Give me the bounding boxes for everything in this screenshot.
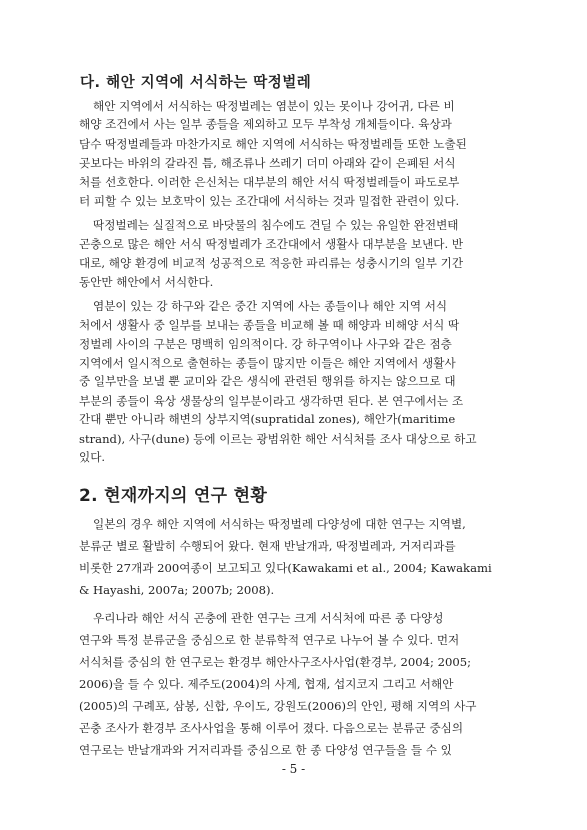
text-line: strand), 사구(dune) 등에 이르는 광범위한 해안 서식처를 조사 대상으로 하고 — [79, 432, 477, 446]
text-line: 연구와 특정 분류군을 중심으로 한 분류학적 연구로 나누어 볼 수 있다. 먼저 — [79, 633, 460, 647]
page-number: - 5 - — [281, 762, 306, 776]
text-line: 해안 지역에서 서식하는 딱정벌레는 염분이 있는 못이나 강어귀, 다른 비 — [93, 99, 455, 113]
text-line: 터 피할 수 있는 보호막이 있는 조간대에 서식하는 것과 밀접한 관련이 있다. — [79, 194, 460, 208]
text-line: 대로, 해양 환경에 비교적 성공적으로 적응한 파리류는 성충시기의 일부 기간 — [79, 256, 464, 270]
section-heading: 다. 해안 지역에 서식하는 딱정벌레 — [80, 75, 312, 91]
text-line: 비롯한 27개과 200여종이 보고되고 있다(Kawakami et al., 2004; Kawakami — [79, 561, 492, 575]
text-line: 2006)을 들 수 있다. 제주도(2004)의 사계, 협재, 섭지코지 그리고 서해안 — [79, 677, 454, 691]
text-line: 곤충으로 많은 해안 서식 딱정벌레가 조간대에서 생활사 대부분을 보낸다. 반 — [79, 237, 464, 251]
text-line: (2005)의 구례포, 삼봉, 신합, 우이도, 강원도(2006)의 안인, 평해 지역의 사구 — [79, 699, 477, 713]
text-line: 있다. — [79, 450, 106, 464]
text-line: & Hayashi, 2007a; 2007b; 2008). — [79, 583, 275, 597]
text-line: 처를 선호한다. 이러한 은신처는 대부분의 해안 서식 딱정벌레들이 파도로부 — [79, 175, 460, 189]
text-line: 동안만 해안에서 서식한다. — [79, 275, 214, 289]
text-line: 정벌레 사이의 구분은 명백히 임의적이다. 강 하구역이나 사구와 같은 점층 — [79, 337, 452, 351]
text-line: 곳보다는 바위의 갈라진 틈, 해조류나 쓰레기 더미 아래와 같이 은폐된 서식 — [79, 156, 456, 170]
text-line: 중 일부만을 보낼 뿐 교미와 같은 생식에 관련된 행위를 하지는 않으므로 대 — [79, 374, 456, 388]
text-line: 우리나라 해안 서식 곤충에 관한 연구는 크게 서식처에 따른 종 다양성 — [93, 611, 444, 625]
text-line: 연구로는 반날개과와 거저리과를 중심으로 한 종 다양성 연구들을 들 수 있 — [79, 743, 452, 757]
text-line: 일본의 경우 해안 지역에 서식하는 딱정벌레 다양성에 대한 연구는 지역별, — [93, 517, 466, 531]
text-line: 분류군 별로 활발히 수행되어 왔다. 현재 반날개과, 딱정벌레과, 거저리과를 — [79, 539, 456, 553]
text-line: 간대 뿐만 아니라 해변의 상부지역(supratidal zones), 해안가(maritime — [79, 412, 456, 426]
text-line: 담수 딱정벌레들과 마찬가지로 해안 지역에 서식하는 딱정벌레들 또한 노출된 — [79, 137, 467, 151]
text-line: 지역에서 일시적으로 출현하는 종들이 많지만 이들은 해안 지역에서 생활사 — [79, 356, 456, 370]
chapter-heading: 2. 현재까지의 연구 현황 — [79, 486, 268, 506]
text-line: 서식처를 중심의 한 연구로는 환경부 해안사구조사사업(환경부, 2004; 2005; — [79, 655, 472, 669]
text-line: 염분이 있는 강 하구와 같은 중간 지역에 사는 종들이나 해안 지역 서식 — [93, 299, 448, 313]
text-line: 부분의 종들이 육상 생물상의 일부분이라고 생각하면 된다. 본 연구에서는 조 — [79, 394, 464, 408]
text-line: 해양 조건에서 사는 일부 종들을 제외하고 모두 부착성 개체들이다. 육상과 — [79, 117, 452, 131]
text-line: 딱정벌레는 실질적으로 바닷물의 침수에도 견딜 수 있는 유일한 완전변태 — [93, 218, 459, 232]
text-line: 곤충 조사가 환경부 조사사업을 통해 이루어 졌다. 다음으로는 분류군 중심의 — [79, 721, 464, 735]
text-line: 처에서 생활사 중 일부를 보내는 종들을 비교해 볼 때 해양과 비해양 서식 딱 — [79, 318, 460, 332]
